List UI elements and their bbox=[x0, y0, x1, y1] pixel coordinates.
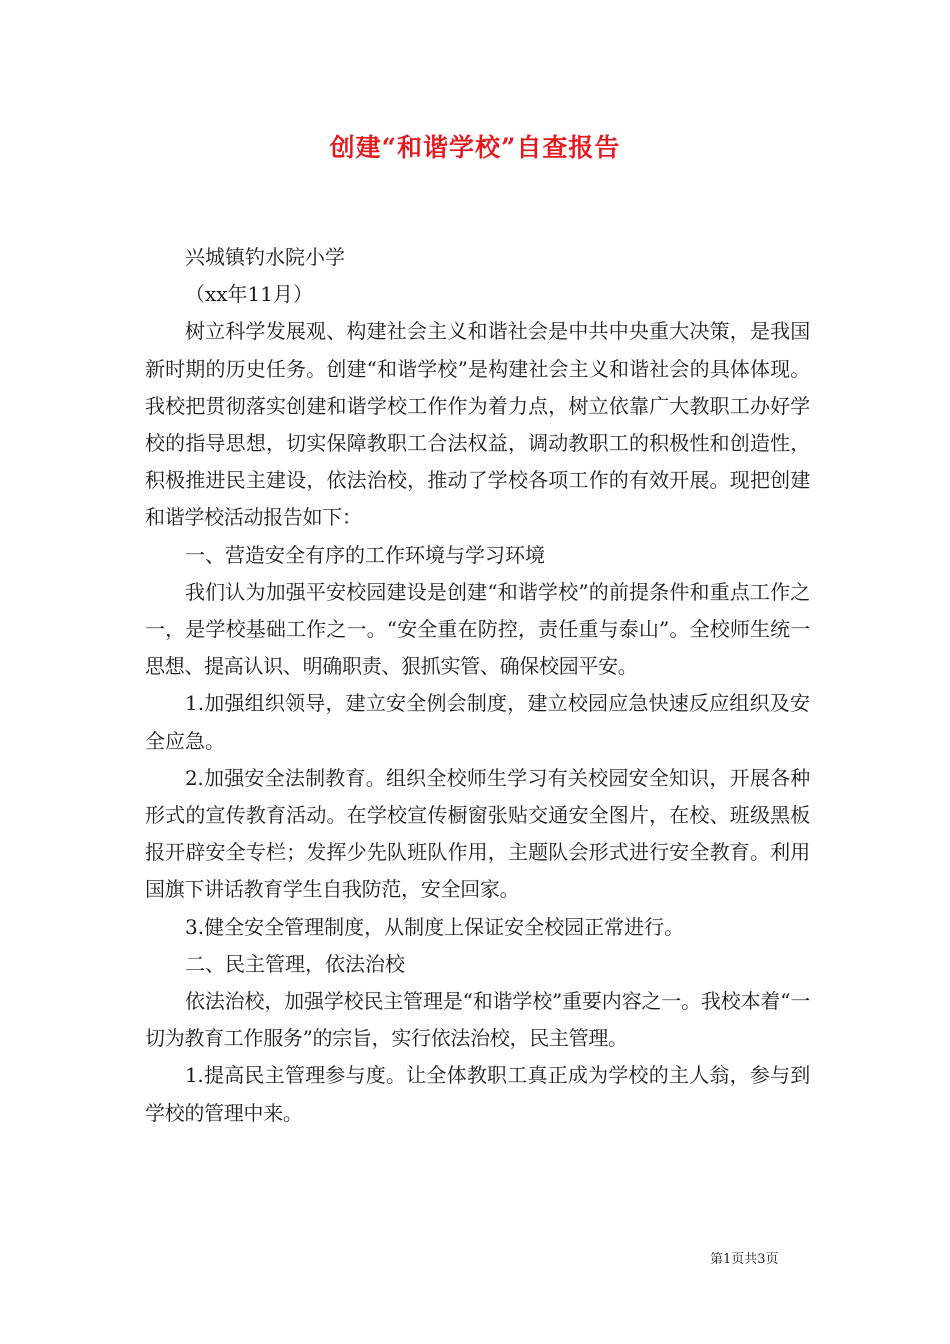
list-item-3: 3.健全安全管理制度，从制度上保证安全校园正常进行。 bbox=[185, 914, 685, 939]
document-title: 创建“和谐学校”自查报告 bbox=[329, 133, 621, 162]
document-body bbox=[145, 239, 810, 1132]
list-item-management-1: 1.提高民主管理参与度。让全体教职工真正成为学校的主人翁，参与到学校的管理中来。 bbox=[145, 1063, 810, 1125]
section-heading-2: 二、民主管理，依法治校 bbox=[185, 951, 405, 976]
paragraph-safety: 我们认为加强平安校园建设是创建“和谐学校”的前提条件和重点工作之一，是学校基础工作之一。“安全重在防控，责任重与泰山”。全校师生统一思想、提高认识、明确职责、狠抓实管、确保校园平安。 bbox=[145, 579, 810, 679]
date-line: （xx年11月） bbox=[185, 282, 314, 307]
paragraph-management: 依法治校，加强学校民主管理是“和谐学校”重要内容之一。我校本着“一切为教育工作服务”的宗旨，实行依法治校，民主管理。 bbox=[145, 989, 810, 1051]
list-item-2: 2.加强安全法制教育。组织全校师生学习有关校园安全知识，开展各种形式的宣传教育活动。在学校宣传橱窗张贴交通安全图片，在校、班级黑板报开辟安全专栏；发挥少先队班队作用，主题队会形式进行安全教育。利用国旗下讲话教育学生自我防范，安全回家。 bbox=[145, 765, 810, 902]
paragraph-intro: 树立科学发展观、构建社会主义和谐社会是中共中央重大决策，是我国新时期的历史任务。创建“和谐学校”是构建社会主义和谐社会的具体体现。我校把贯彻落实创建和谐学校工作作为着力点，树立依靠广大教职工办好学校的指导思想，切实保障教职工合法权益，调动教职工的积极性和创造性，积极推进民主建设，依法治校，推动了学校各项工作的有效开展。现把创建和谐学校活动报告如下： bbox=[145, 319, 810, 530]
author-line: 兴城镇钓水院小学 bbox=[185, 245, 345, 269]
section-heading-1: 一、营造安全有序的工作环境与学习环境 bbox=[185, 542, 545, 567]
page-number: 第1页共3页 bbox=[710, 1252, 779, 1267]
list-item-1: 1.加强组织领导，建立安全例会制度，建立校园应急快速反应组织及安全应急。 bbox=[145, 691, 810, 753]
